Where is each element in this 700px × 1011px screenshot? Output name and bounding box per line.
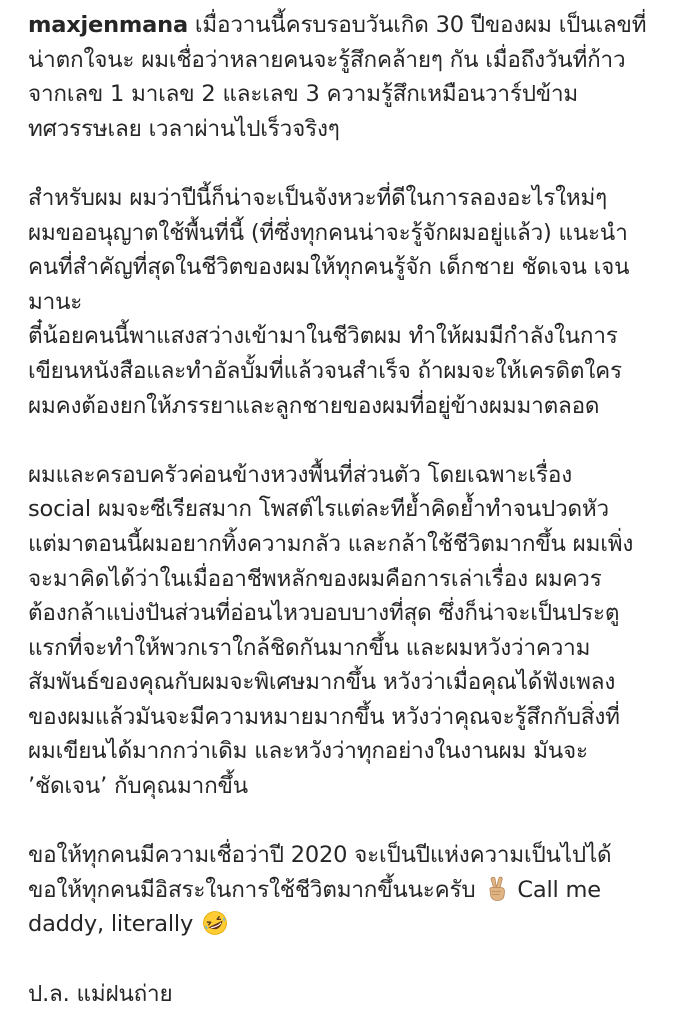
- caption-line: คนที่สำคัญที่สุดในชีวิตของผมให้ทุกคนรู้จัก เด็กชาย ชัดเจน เจน: [28, 254, 630, 281]
- caption-line: ป.ล. แม่ฝนถ่าย: [28, 980, 173, 1007]
- caption-line: ต้องกล้าแบ่งปันส่วนที่อ่อนไหวบอบบางที่สุด ซึ่งก็น่าจะเป็นประตู: [28, 600, 620, 627]
- caption-paragraph-4: [28, 838, 680, 942]
- caption-line: แรกที่จะทำให้พวกเราใกล้ชิดกันมากขึ้น และผมหวังว่าความ: [28, 634, 591, 661]
- caption-line: มานะ: [28, 288, 83, 315]
- caption-line: สัมพันธ์ของคุณกับผมจะพิเศษมากขึ้น หวังว่าเมื่อคุณได้ฟังเพลง: [28, 669, 616, 696]
- caption-paragraph-3: [28, 458, 680, 804]
- victory-hand-emoji-icon: [484, 876, 510, 902]
- caption-line: น่าตกใจนะ ผมเชื่อว่าหลายคนจะรู้สึกคล้ายๆ กัน เมื่อถึงวันที่ก้าว: [28, 46, 626, 73]
- caption-line: ของผมแล้วมันจะมีความหมายมากขึ้น หวังว่าคุณจะรู้สึกกับสิ่งที่: [28, 703, 620, 730]
- caption-paragraph-2: [28, 181, 680, 423]
- caption-line: ผมเขียนได้มากกว่าเดิม และหวังว่าทุกอย่างในงานผม มันจะ: [28, 738, 588, 765]
- caption-line: ตี๋น้อยคนนี้พาแสงสว่างเข้ามาในชีวิตผม ทำให้ผมมีกำลังในการ: [28, 323, 618, 350]
- rolling-laughing-emoji-icon: [202, 910, 228, 936]
- caption-line: ทศวรรษเลย เวลาผ่านไปเร็วจริงๆ: [28, 115, 340, 142]
- caption-line: social ผมจะซีเรียสมาก โพสต์ไรแต่ละทีย้ำคิดย้ำทำจนปวดหัว: [28, 496, 609, 523]
- caption-line: [28, 873, 680, 908]
- caption-paragraph-1: [28, 8, 680, 146]
- caption-line: ผมและครอบครัวค่อนข้างหวงพื้นที่ส่วนตัว โดยเฉพาะเรื่อง: [28, 461, 573, 488]
- caption-line: [28, 8, 680, 43]
- caption-text: Call me: [517, 876, 601, 903]
- caption-line: ผมคงต้องยกให้ภรรยาและลูกชายของผมที่อยู่ข้างผมมาตลอด: [28, 392, 600, 419]
- caption-line: [28, 907, 680, 942]
- caption-line: ’ชัดเจน’ กับคุณมากขึ้น: [28, 773, 248, 800]
- caption-line: จะมาคิดได้ว่าในเมื่ออาชีพหลักของผมคือการเล่าเรื่อง ผมควร: [28, 565, 602, 592]
- post-caption: [28, 8, 680, 1011]
- caption-line: ขอให้ทุกคนมีความเชื่อว่าปี 2020 จะเป็นปีแห่งความเป็นไปได้: [28, 842, 612, 869]
- caption-text: daddy, literally: [28, 911, 194, 938]
- caption-text: เมื่อวานนี้ครบรอบวันเกิด 30 ปีของผม เป็นเลขที่: [194, 12, 647, 38]
- caption-text: ขอให้ทุกคนมีอิสระในการใช้ชีวิตมากขึ้นนะครับ: [28, 876, 476, 903]
- caption-line: ผมขออนุญาตใช้พื้นที่นี้ (ที่ซึ่งทุกคนน่าจะรู้จักผมอยู่แล้ว) แนะนำ: [28, 219, 628, 246]
- caption-line: เขียนหนังสือและทำอัลบั้มที่แล้วจนสำเร็จ ถ้าผมจะให้เครดิตใคร: [28, 357, 622, 384]
- caption-line: จากเลข 1 มาเลข 2 และเลข 3 ความรู้สึกเหมือนวาร์ปข้าม: [28, 81, 579, 108]
- caption-line: แต่มาตอนนี้ผมอยากทิ้งความกลัว และกล้าใช้ชีวิตมากขึ้น ผมเพิ่ง: [28, 530, 634, 557]
- caption-line: สำหรับผม ผมว่าปีนี้ก็น่าจะเป็นจังหวะที่ดีในการลองอะไรใหม่ๆ: [28, 184, 608, 211]
- username-link[interactable]: maxjenmana: [28, 12, 188, 38]
- caption-paragraph-5: [28, 977, 680, 1011]
